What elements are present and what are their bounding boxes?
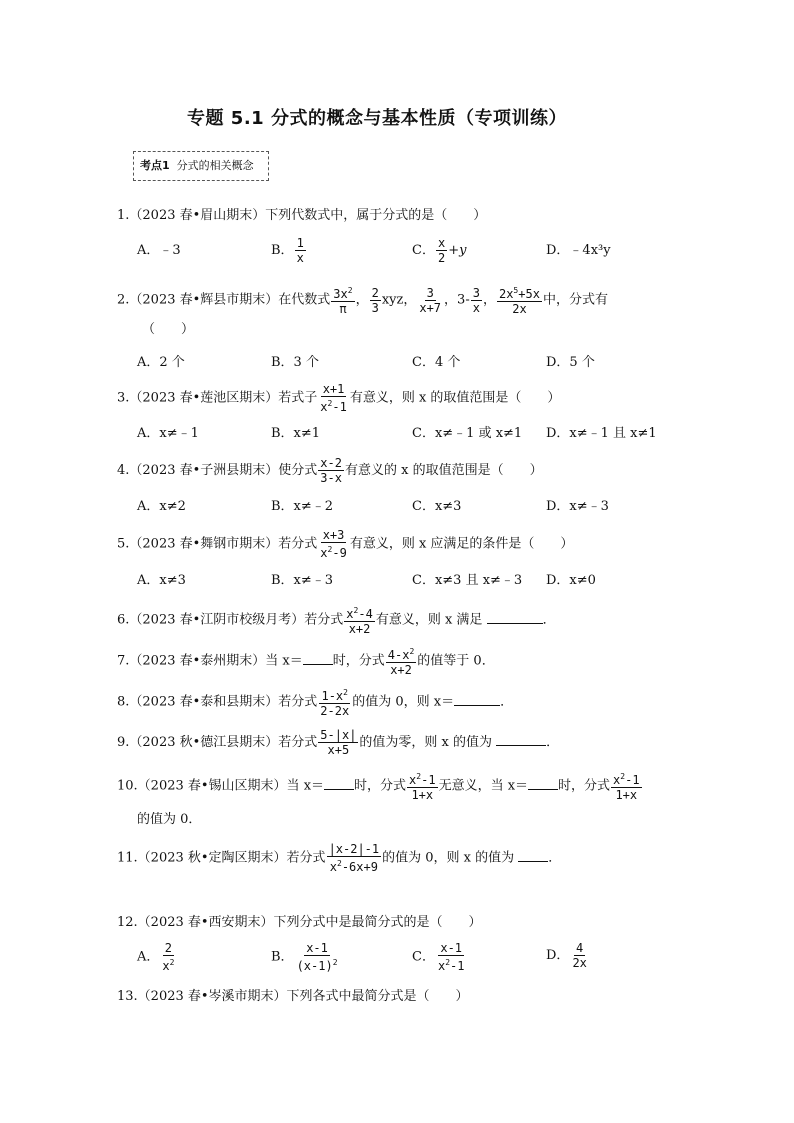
question-12: 12.（2023 春•西安期末）下列分式中是最简分式的是（ ） <box>117 915 482 930</box>
q5-option-d: D．x≠0 <box>546 573 596 588</box>
q3-option-d: D．x≠﹣1 且 x≠1 <box>546 426 657 441</box>
q2-answer-paren: （ ） <box>142 322 195 337</box>
question-9: 9.（2023 秋•德江县期末）若分式 $\frac{5-|x|}{x+5}$ 的值为零，则 x 的值为 ． <box>117 728 560 757</box>
answer-blank <box>528 775 558 790</box>
q12-option-a: A． $\frac{2}{x^2}$ <box>137 941 175 973</box>
q4-option-a: A．x≠2 <box>137 499 186 514</box>
q3-option-c: C．x≠﹣1 或 x≠1 <box>412 426 523 441</box>
question-13: 13.（2023 春•岑溪市期末）下列各式中最简分式是（ ） <box>117 989 469 1004</box>
answer-blank <box>487 609 543 624</box>
q5-option-b: B．x≠﹣3 <box>271 573 334 588</box>
question-10-line2: 的值为 0． <box>137 812 202 827</box>
q1-option-b: B． $\frac{1}{x}$ <box>271 236 304 265</box>
question-11: 11.（2023 秋•定陶区期末）若分式 $\frac{|x-2|-1}{x^2-6x+9}$ 的值为 0，则 x 的值为 ． <box>117 842 562 874</box>
question-4: 4.（2023 春•子洲县期末）使分式 $\frac{x-2}{3-x}$ 有意义的 x 的取值范围是（ ） <box>117 456 543 485</box>
q1-option-c: C． $\frac{x}{2}$ +y <box>412 236 467 265</box>
question-3: 3.（2023 春•莲池区期末）若式子 $\frac{x+1}{x^2-1}$ 有意义，则 x 的取值范围是（ ） <box>117 382 561 414</box>
answer-blank <box>454 691 500 706</box>
question-10: 10.（2023 春•锡山区期末）当 x＝ 时，分式 $\frac{x^2-1}{1+x}$ 无意义，当 x＝ 时，分式 $\frac{x^2-1}{1+x}$ <box>117 772 640 802</box>
question-8: 8.（2023 春•泰和县期末）若分式 $\frac{1-x^2}{2-2x}$ 的值为 0，则 x＝ ． <box>117 688 514 718</box>
answer-blank <box>324 775 354 790</box>
q4-option-c: C．x≠3 <box>412 499 462 514</box>
q5-option-c: C．x≠3 且 x≠﹣3 <box>412 573 523 588</box>
question-7: 7.（2023 春•泰州期末）当 x＝ 时，分式 $\frac{4-x^2}{x+2}$ 的值等于 0． <box>117 647 495 677</box>
question-2: 2.（2023 春•辉县市期末）在代数式 $\frac{3x^2}{\pi}$ ， $\frac{2}{3}$ xyz， $\frac{3}{x+7}$ ，3- $\frac{3}{x}$ ， $\frac{2x^5+5x}{2x}$ 中，分式有 <box>117 285 608 316</box>
q3-option-b: B．x≠1 <box>271 426 321 441</box>
question-5: 5.（2023 春•舞钢市期末）若分式 $\frac{x+3}{x^2-9}$ 有意义，则 x 应满足的条件是（ ） <box>117 528 574 560</box>
answer-blank <box>303 650 333 665</box>
q3-option-a: A．x≠﹣1 <box>137 426 199 441</box>
q12-option-c: C． $\frac{x-1}{x^2-1}$ <box>412 941 465 973</box>
answer-blank <box>496 731 546 746</box>
q2-option-a: A．2 个 <box>137 355 185 370</box>
section-label: 考点1 <box>140 159 170 172</box>
page-title: 专题 5.1 分式的概念与基本性质（专项训练） <box>187 108 567 129</box>
q1-option-d: D．﹣4x³y <box>546 243 611 258</box>
section-box <box>133 151 269 181</box>
q2-option-b: B．3 个 <box>271 355 319 370</box>
q4-option-b: B．x≠﹣2 <box>271 499 334 514</box>
section-name: 分式的相关概念 <box>176 159 254 172</box>
question-1: 1.（2023 春•眉山期末）下列代数式中，属于分式的是（ ） <box>117 208 487 223</box>
q12-option-d: D． $\frac{4}{2x}$ <box>546 941 587 970</box>
q4-option-d: D．x≠﹣3 <box>546 499 609 514</box>
q2-option-c: C．4 个 <box>412 355 461 370</box>
question-6: 6.（2023 春•江阴市校级月考）若分式 $\frac{x^2-4}{x+2}$ 有意义，则 x 满足 ． <box>117 606 556 636</box>
answer-blank <box>518 847 548 862</box>
q1-option-a: A．﹣3 <box>137 243 181 258</box>
q5-option-a: A．x≠3 <box>137 573 186 588</box>
q2-option-d: D．5 个 <box>546 355 595 370</box>
q12-option-b: B． $\frac{x-1}{(x-1)^2}$ <box>271 941 338 973</box>
